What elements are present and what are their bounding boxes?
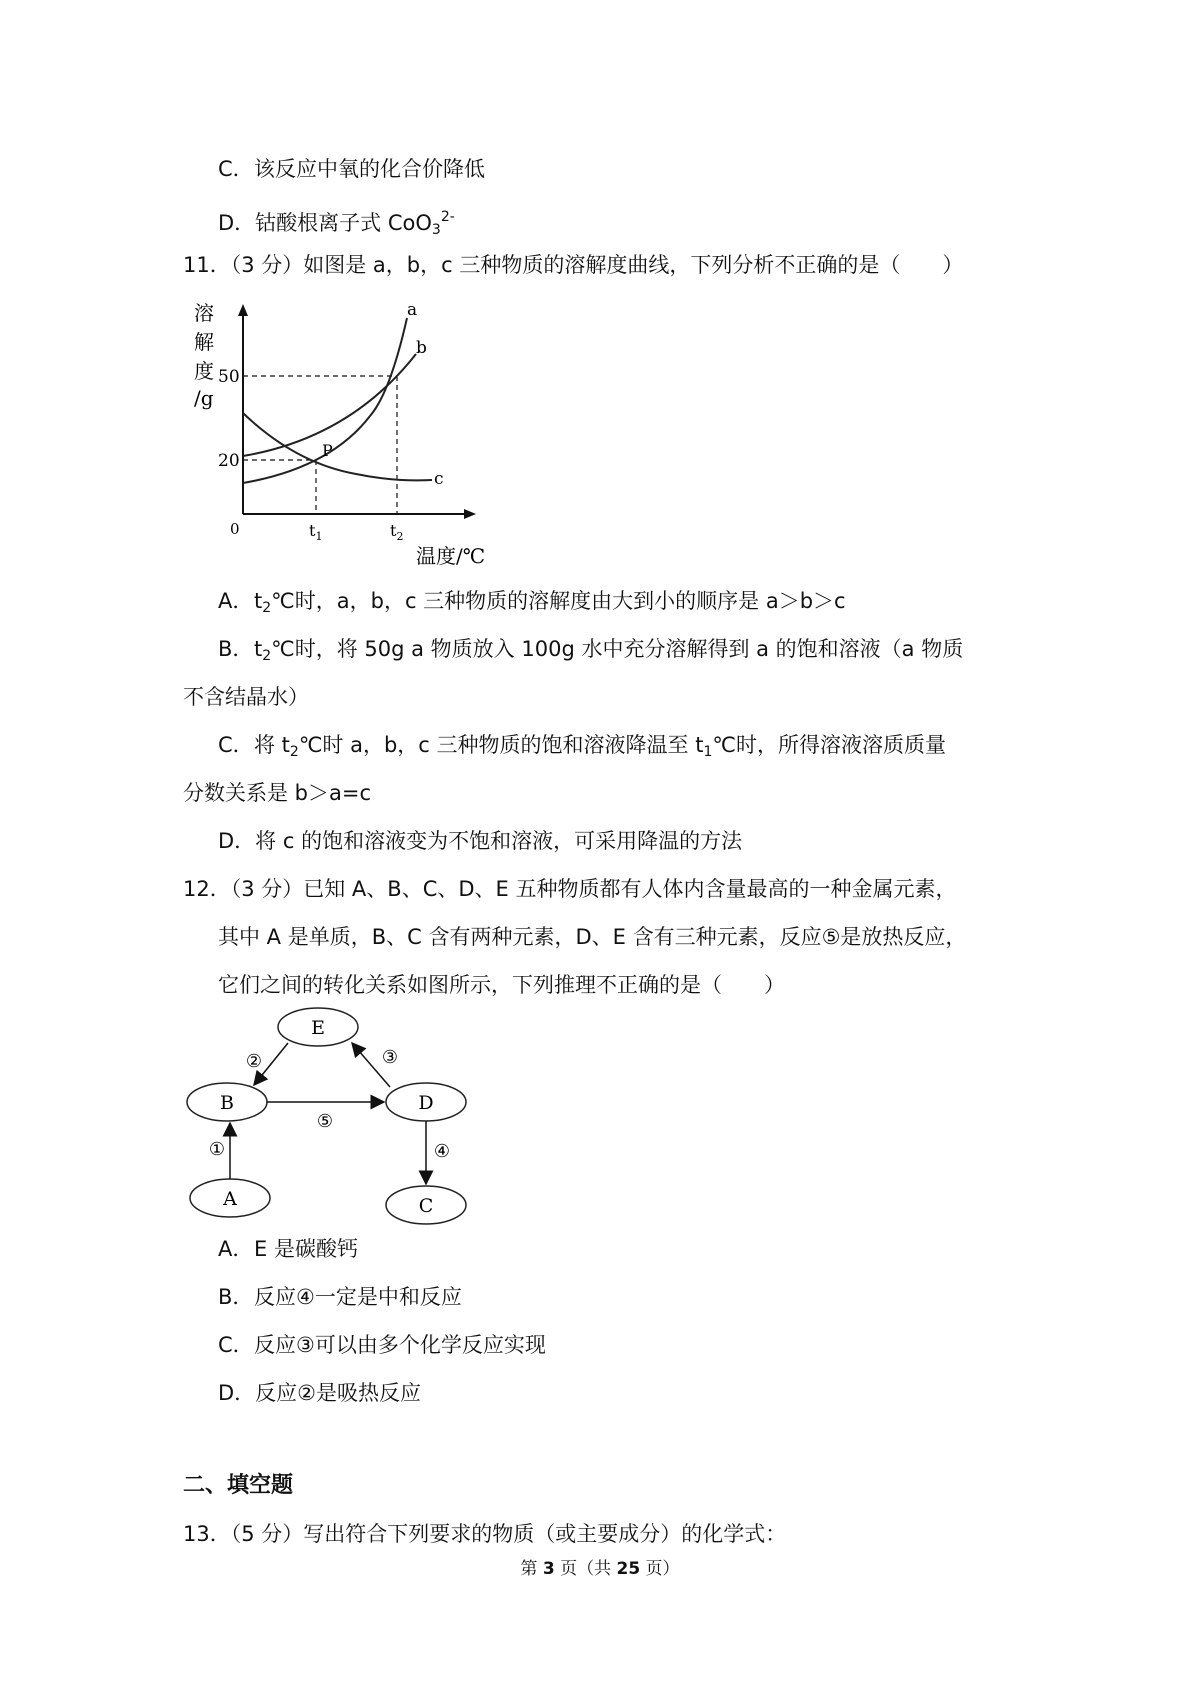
option-label: B． bbox=[218, 637, 254, 661]
option-text: 反应④一定是中和反应 bbox=[254, 1285, 462, 1309]
subscript: 3 bbox=[431, 222, 441, 238]
q13-stem: 13．（5 分）写出符合下列要求的物质（或主要成分）的化学式： bbox=[183, 1522, 787, 1546]
svg-text:E: E bbox=[311, 1017, 325, 1039]
subscript: 2 bbox=[289, 744, 299, 760]
option-text: 将 t bbox=[254, 733, 290, 757]
q11-stem: 11．（3 分）如图是 a，b，c 三种物质的溶解度曲线，下列分析不正确的是（ ） bbox=[183, 253, 964, 277]
option-text: 钴酸根离子式 CoO bbox=[255, 211, 432, 235]
ylabel-char: 溶 bbox=[194, 301, 214, 325]
q11-option-b-cont: 不含结晶水） bbox=[183, 685, 309, 709]
tick-t1: $t_1$ bbox=[309, 521, 323, 543]
option-label: B． bbox=[218, 1285, 254, 1309]
t-symbol: t bbox=[254, 637, 263, 661]
page-footer bbox=[0, 1557, 1200, 1581]
option-label: C． bbox=[218, 1333, 254, 1357]
q11-option-a bbox=[218, 585, 846, 624]
svg-text:A: A bbox=[223, 1188, 237, 1210]
option-text: 反应③可以由多个化学反应实现 bbox=[254, 1333, 546, 1357]
curve-c-label: c bbox=[434, 469, 444, 489]
option-text: ℃时，所得溶液溶质质量 bbox=[712, 733, 946, 757]
conversion-diagram-svg bbox=[180, 1005, 480, 1230]
option-text: E 是碳酸钙 bbox=[254, 1237, 358, 1261]
option-text: 该反应中氧的化合价降低 bbox=[254, 157, 485, 181]
tick-50: 50 bbox=[218, 367, 240, 387]
reaction-1-label: ① bbox=[208, 1139, 226, 1160]
subscript: 2 bbox=[262, 600, 272, 616]
q11-option-c bbox=[218, 729, 946, 768]
option-label: C． bbox=[218, 157, 254, 181]
option-text: ℃时 a，b，c 三种物质的饱和溶液降温至 t bbox=[298, 733, 704, 757]
q10-option-d bbox=[218, 201, 455, 246]
y-axis-arrow bbox=[238, 304, 248, 316]
option-label: D． bbox=[218, 211, 256, 235]
q11-option-c-cont: 分数关系是 b＞a=c bbox=[183, 781, 372, 805]
option-label: D． bbox=[218, 829, 256, 853]
reaction-3-label: ③ bbox=[381, 1047, 399, 1068]
ylabel-char: 解 bbox=[194, 330, 214, 354]
option-label: A． bbox=[218, 1237, 254, 1261]
q11-option-d bbox=[218, 825, 742, 857]
option-label: A． bbox=[218, 589, 254, 613]
q12-stem-line3: 它们之间的转化关系如图所示，下列推理不正确的是（ ） bbox=[218, 973, 785, 997]
section-title: 二、填空题 bbox=[183, 1473, 294, 1498]
q11-option-b bbox=[218, 633, 963, 672]
q10-option-c bbox=[218, 153, 485, 185]
page-number: 3 bbox=[542, 1559, 555, 1579]
svg-text:C: C bbox=[418, 1195, 434, 1217]
solubility-curve-svg bbox=[180, 298, 540, 568]
svg-text:B: B bbox=[220, 1092, 234, 1114]
option-text: 反应②是吸热反应 bbox=[255, 1381, 421, 1405]
option-text: ℃时，将 50g a 物质放入 100g 水中充分溶解得到 a 的饱和溶液（a 物质 bbox=[271, 637, 964, 661]
point-p-label: P bbox=[322, 441, 333, 460]
footer-text: 页） bbox=[640, 1559, 680, 1579]
q12-stem-line2: 其中 A 是单质，B、C 含有两种元素，D、E 含有三种元素，反应⑤是放热反应， bbox=[218, 925, 967, 949]
tick-t2: $t_2$ bbox=[390, 521, 404, 543]
x-axis-arrow bbox=[464, 509, 476, 519]
footer-text: 第 bbox=[520, 1559, 543, 1579]
t-symbol: t bbox=[254, 589, 263, 613]
curve-a-label: a bbox=[407, 300, 418, 320]
option-label: D． bbox=[218, 1381, 256, 1405]
option-text: 将 c 的饱和溶液变为不饱和溶液，可采用降温的方法 bbox=[255, 829, 743, 853]
option-label: C． bbox=[218, 733, 254, 757]
total-pages: 25 bbox=[616, 1559, 641, 1579]
solubility-curve-figure bbox=[180, 298, 540, 568]
tick-20: 20 bbox=[218, 451, 240, 471]
footer-text: 页（共 bbox=[554, 1559, 617, 1579]
curve-b-label: b bbox=[416, 338, 427, 358]
superscript: 2- bbox=[440, 209, 455, 225]
origin-label: 0 bbox=[230, 520, 240, 538]
q12-option-b bbox=[218, 1281, 462, 1313]
q12-option-c bbox=[218, 1329, 546, 1361]
reaction-4-label: ④ bbox=[433, 1141, 451, 1162]
option-text: ℃时，a，b，c 三种物质的溶解度由大到小的顺序是 a＞b＞c bbox=[271, 589, 846, 613]
xlabel: 温度/℃ bbox=[416, 544, 486, 568]
ylabel-char: 度 bbox=[194, 359, 214, 383]
reaction-2-label: ② bbox=[245, 1051, 263, 1072]
subscript: 1 bbox=[703, 744, 713, 760]
q12-option-a bbox=[218, 1233, 358, 1265]
q12-stem-line1: 12．（3 分）已知 A、B、C、D、E 五种物质都有人体内含量最高的一种金属元素， bbox=[183, 877, 957, 901]
reaction-5-label: ⑤ bbox=[316, 1111, 334, 1132]
ylabel-char: /g bbox=[194, 386, 214, 410]
subscript: 2 bbox=[262, 648, 272, 664]
conversion-diagram bbox=[180, 1005, 480, 1230]
svg-text:D: D bbox=[418, 1092, 434, 1114]
q12-option-d bbox=[218, 1377, 421, 1409]
